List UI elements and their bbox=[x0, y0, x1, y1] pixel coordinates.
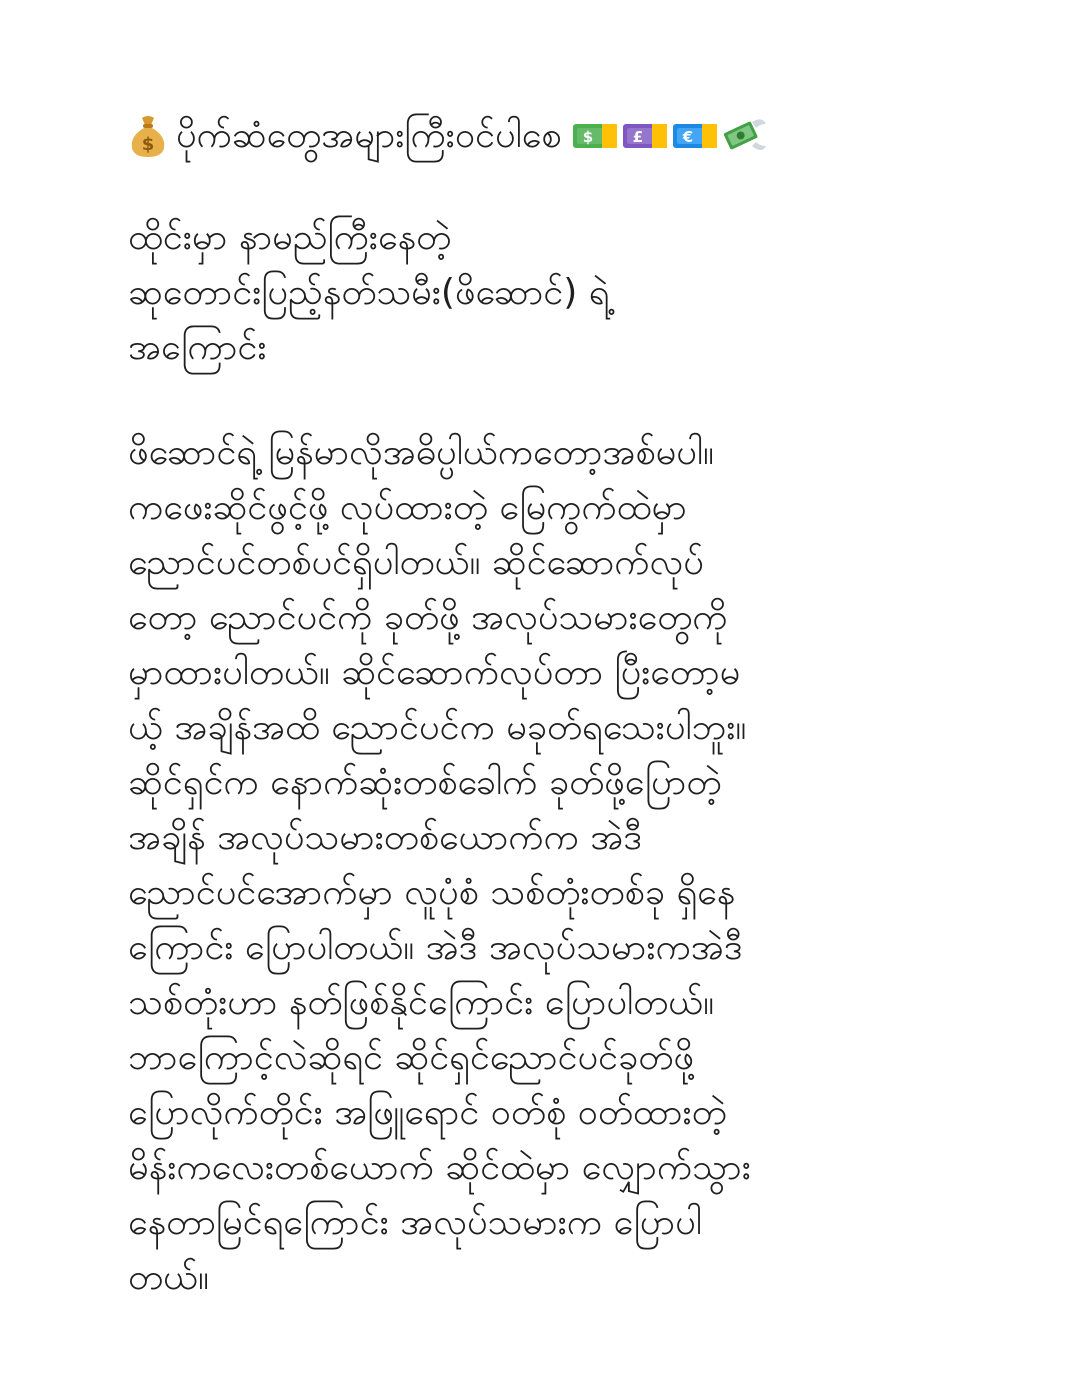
post-title bbox=[128, 96, 958, 176]
euro-banknote-icon bbox=[672, 122, 718, 150]
heading-line: အကြောင်း bbox=[128, 327, 267, 368]
post-content bbox=[128, 96, 958, 1305]
heading-line: ဆုတောင်းပြည့်နတ်သမီး(ဖိဆောင်) ရဲ့ bbox=[128, 272, 610, 313]
bill-symbol: £ bbox=[632, 128, 643, 146]
post-title-text: ပိုက်ဆံတွေအများကြီးဝင်ပါစေ bbox=[176, 115, 562, 156]
body-line: ယ့် အချိန်အထိ ညောင်ပင်က မခုတ်ရသေးပါဘူး။ bbox=[128, 707, 747, 748]
bill-symbol: € bbox=[682, 128, 693, 146]
body-line: အချိန် အလုပ်သမားတစ်ယောက်က အဲဒီ bbox=[128, 817, 643, 858]
body-line: တယ်။ bbox=[128, 1257, 209, 1298]
body-line: ကြောင်း ပြောပါတယ်။ အဲဒီ အလုပ်သမားကအဲဒီ bbox=[128, 927, 743, 968]
body-line: မှာထားပါတယ်။ ဆိုင်ဆောက်လုပ်တာ ပြီးတော့မ bbox=[128, 652, 741, 693]
body-line: ဘာကြောင့်လဲဆိုရင် ဆိုင်ရှင်ညောင်ပင်ခုတ်ဖို့ bbox=[128, 1037, 694, 1078]
dollar-banknote-icon bbox=[572, 122, 618, 150]
post-body bbox=[128, 425, 958, 1305]
body-line: တော့ ညောင်ပင်ကို ခုတ်ဖို့ အလုပ်သမားတွေကို bbox=[128, 597, 728, 638]
money-bag-icon bbox=[128, 114, 168, 158]
money-with-wings-icon bbox=[722, 116, 768, 156]
body-line: ညောင်ပင်တစ်ပင်ရှိပါတယ်။ ဆိုင်ဆောက်လုပ် bbox=[128, 542, 704, 583]
body-line: ကဖေးဆိုင်ဖွင့်ဖို့ လုပ်ထားတဲ့ မြေကွက်ထဲမှာ bbox=[128, 487, 687, 528]
body-line: သစ်တုံးဟာ နတ်ဖြစ်နိုင်ကြောင်း ပြောပါတယ်။ bbox=[128, 982, 714, 1023]
body-line: ဆိုင်ရှင်က နောက်ဆုံးတစ်ခေါက် ခုတ်ဖို့ပြောတဲ့ bbox=[128, 762, 722, 803]
pound-banknote-icon bbox=[622, 122, 668, 150]
heading-line: ထိုင်းမှာ နာမည်ကြီးနေတဲ့ bbox=[128, 217, 452, 258]
body-line: ဖိဆောင်ရဲ့ မြန်မာလိုအဓိပ္ပါယ်ကတော့အစ်မပါ။ bbox=[128, 432, 714, 473]
body-line: မိန်းကလေးတစ်ယောက် ဆိုင်ထဲမှာ လျှောက်သွား bbox=[128, 1147, 751, 1188]
body-line: ပြောလိုက်တိုင်း အဖြူရောင် ဝတ်စုံ ဝတ်ထားတဲ့ bbox=[128, 1092, 727, 1133]
body-line: ညောင်ပင်အောက်မှာ လူပုံစံ သစ်တုံးတစ်ခု ရှိနေ bbox=[128, 872, 736, 913]
post-heading bbox=[128, 210, 958, 375]
body-line: နေတာမြင်ရကြောင်း အလုပ်သမားက ပြောပါ bbox=[128, 1202, 702, 1243]
bill-symbol: $ bbox=[582, 128, 593, 146]
svg-text:$: $ bbox=[141, 134, 155, 155]
